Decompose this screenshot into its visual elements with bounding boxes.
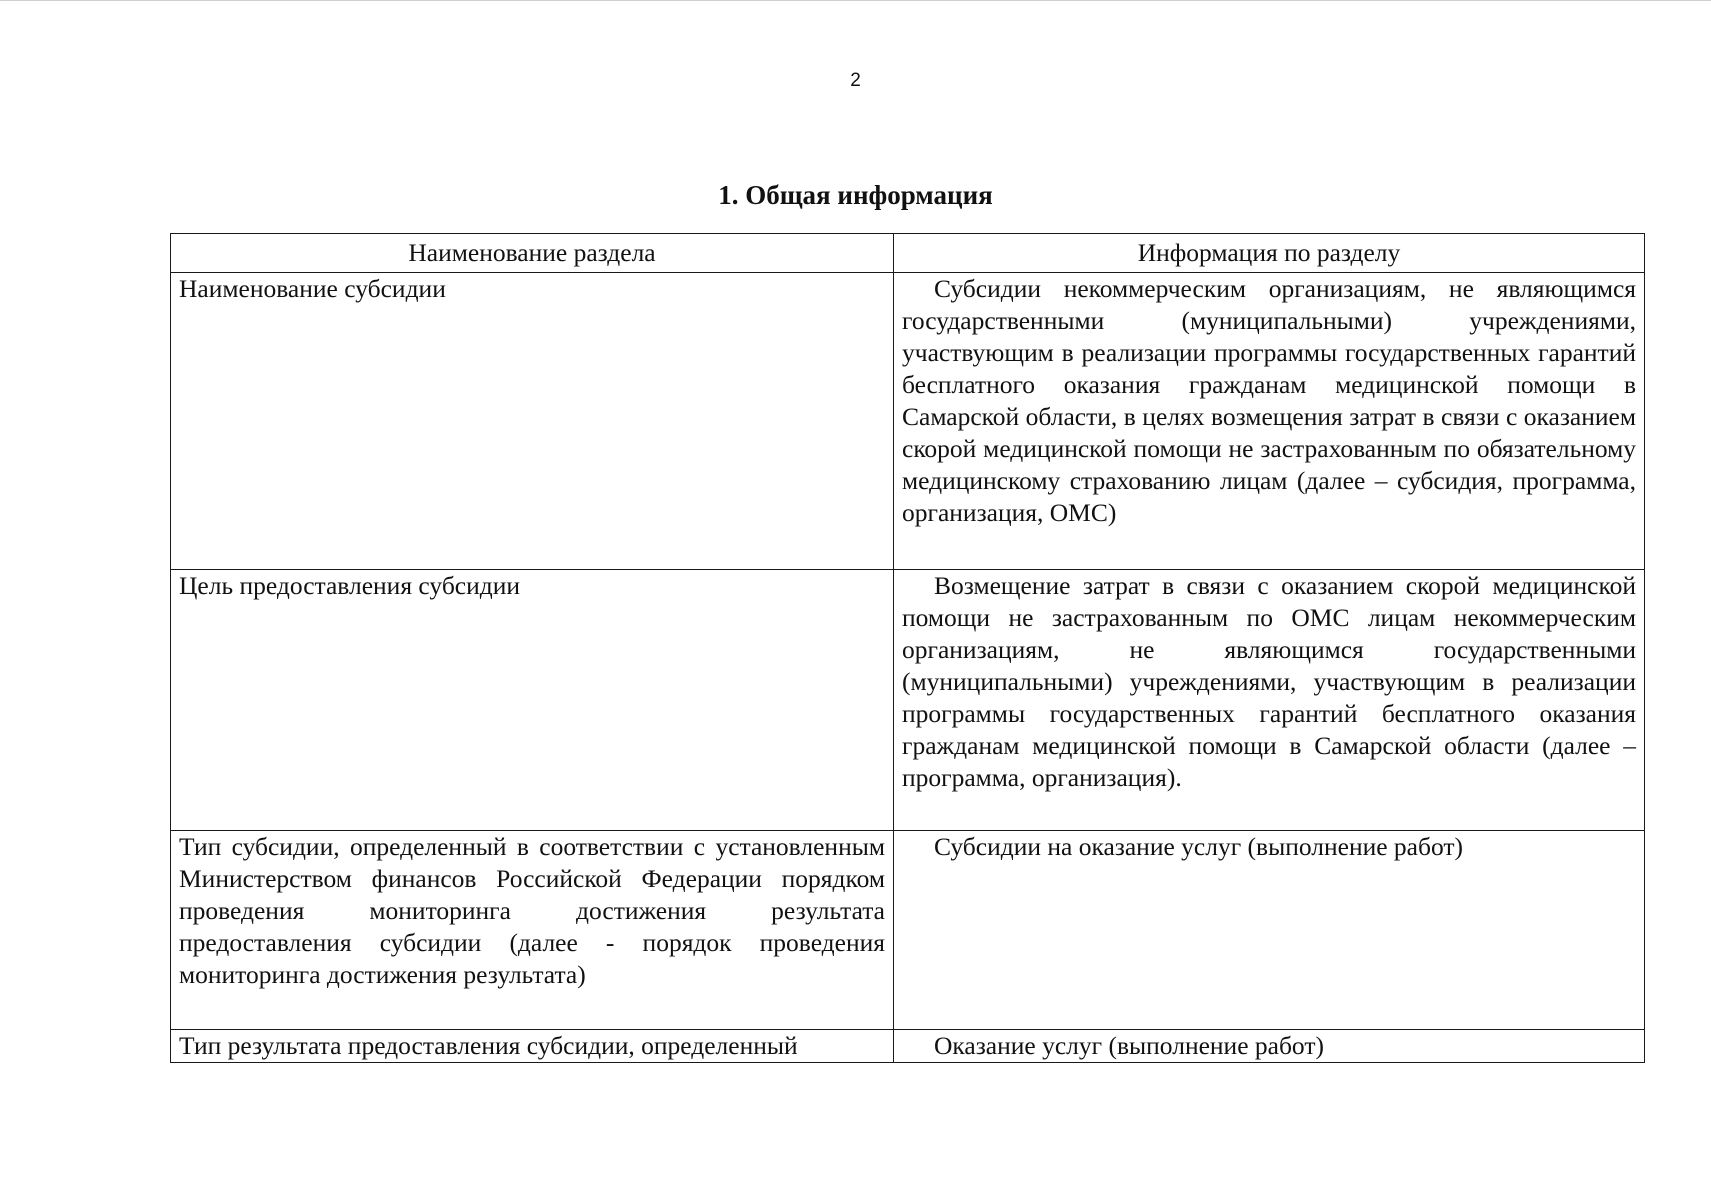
result-type-label: Тип результата предоставления субсидии, определенный <box>171 1030 894 1063</box>
page-number: 2 <box>850 70 861 91</box>
subsidy-name-value: Субсидии некоммерческим организациям, не являющимся государственными (муниципальными) учреждениями, участвующим в реализации программы государственных гарантий бесплатного оказания гражданам медицинской помощи в Самарской области, в целях возмещения затрат в связи с оказанием скорой медицинской помощи не застрахованным по обязательному медицинскому страхованию лицам (далее – субсидия, программа, организация, ОМС) <box>894 273 1645 570</box>
subsidy-name-label: Наименование субсидии <box>171 273 894 570</box>
table-row-subsidy-goal <box>171 570 1645 831</box>
table-row-subsidy-name <box>171 273 1645 570</box>
section-heading: 1. Общая информация <box>718 180 993 210</box>
scan-top-edge <box>0 0 1711 1</box>
table-row-subsidy-type <box>171 831 1645 1030</box>
table-header-row <box>171 234 1645 273</box>
header-section-info: Информация по разделу <box>894 234 1645 273</box>
subsidy-goal-value: Возмещение затрат в связи с оказанием скорой медицинской помощи не застрахованным по ОМС лицам некоммерческим организациям, не являющимся государственными (муниципальными) учреждениями, участвующим в реализации программы государственных гарантий бесплатного оказания гражданам медицинской помощи в Самарской области (далее – программа, организация). <box>894 570 1645 831</box>
table-header <box>171 234 1645 273</box>
table-row-result-type <box>171 1030 1645 1063</box>
subsidy-type-label: Тип субсидии, определенный в соответствии с установленным Министерством финансов Российской Федерации порядком проведения мониторинга достижения результата предоставления субсидии (далее - порядок проведения мониторинга достижения результата) <box>171 831 894 1030</box>
general-info-table <box>170 233 1645 1063</box>
header-section-name: Наименование раздела <box>171 234 894 273</box>
subsidy-goal-label: Цель предоставления субсидии <box>171 570 894 831</box>
result-type-value: Оказание услуг (выполнение работ) <box>894 1030 1645 1063</box>
subsidy-type-value: Субсидии на оказание услуг (выполнение работ) <box>894 831 1645 1030</box>
